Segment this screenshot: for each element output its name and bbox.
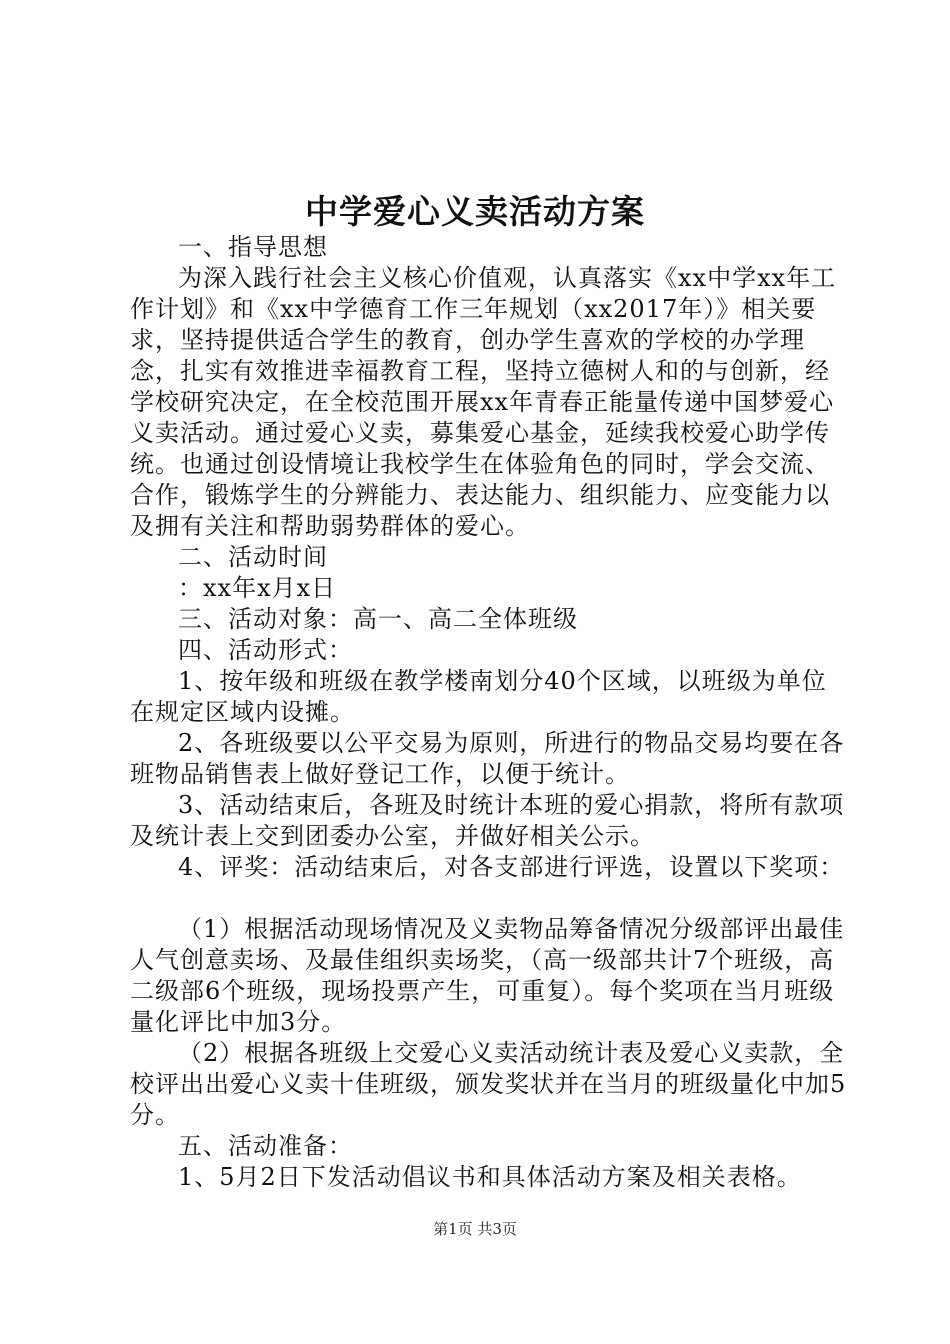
section-heading-activity-form: 四、活动形式： (178, 636, 353, 664)
award-item-1: （1）根据活动现场情况及义卖物品筹备情况分级部评出最佳人气创意卖场、及最佳组织卖场奖，（高一级部共计7个班级，高二级部6个班级，现场投票产生，可重复）。每个奖项在当月班级量化评比中加3分。 (130, 915, 845, 1036)
page-title: 中学爱心义卖活动方案 (305, 192, 645, 231)
award-item-2: （2）根据各班级上交爱心义卖活动统计表及爱心义卖款，全校评出出爱心义卖十佳班级，颁发奖状并在当月的班级量化中加5分。 (130, 1039, 847, 1129)
paragraph-guiding-ideology: 为深入践行社会主义核心价值观，认真落实《xx中学xx年工作计划》和《xx中学德育工作三年规划（xx2017年）》相关要求，坚持提供适合学生的教育，创办学生喜欢的学校的办学理念，扎实有效推进幸福教育工程，坚持立德树人和的与创新，经学校研究决定，在全校范围开展xx年青春正能量传递中国梦爱心义卖活动。通过爱心义卖，募集爱心基金，延续我校爱心助学传统。也通过创设情境让我校学生在体验角色的同时，学会交流、合作，锻炼学生的分辨能力、表达能力、组织能力、应变能力以及拥有关注和帮助弱势群体的爱心。 (130, 264, 837, 540)
list-item-form-4: 4、评奖：活动结束后，对各支部进行评选，设置以下奖项： (178, 853, 845, 881)
document-body (130, 232, 850, 1193)
section-heading-guiding-ideology: 一、指导思想 (178, 233, 328, 261)
list-item-form-3: 3、活动结束后，各班及时统计本班的爱心捐款，将所有款项及统计表上交到团委办公室，并做好相关公示。 (130, 791, 845, 850)
list-item-preparation-1: 1、5月2日下发活动倡议书和具体活动方案及相关表格。 (178, 1163, 802, 1191)
section-heading-activity-target: 三、活动对象：高一、高二全体班级 (178, 605, 578, 633)
paragraph-activity-date: ：xx年x月x日 (178, 574, 337, 602)
blank-line (130, 883, 850, 914)
list-item-form-1: 1、按年级和班级在教学楼南划分40个区域，以班级为单位在规定区域内设摊。 (130, 667, 827, 726)
page-footer: 第1页 共3页 (433, 1220, 517, 1238)
list-item-form-2: 2、各班级要以公平交易为原则，所进行的物品交易均要在各班物品销售表上做好登记工作，以便于统计。 (130, 729, 845, 788)
section-heading-preparation: 五、活动准备： (178, 1132, 353, 1160)
section-heading-activity-time: 二、活动时间 (178, 543, 328, 571)
